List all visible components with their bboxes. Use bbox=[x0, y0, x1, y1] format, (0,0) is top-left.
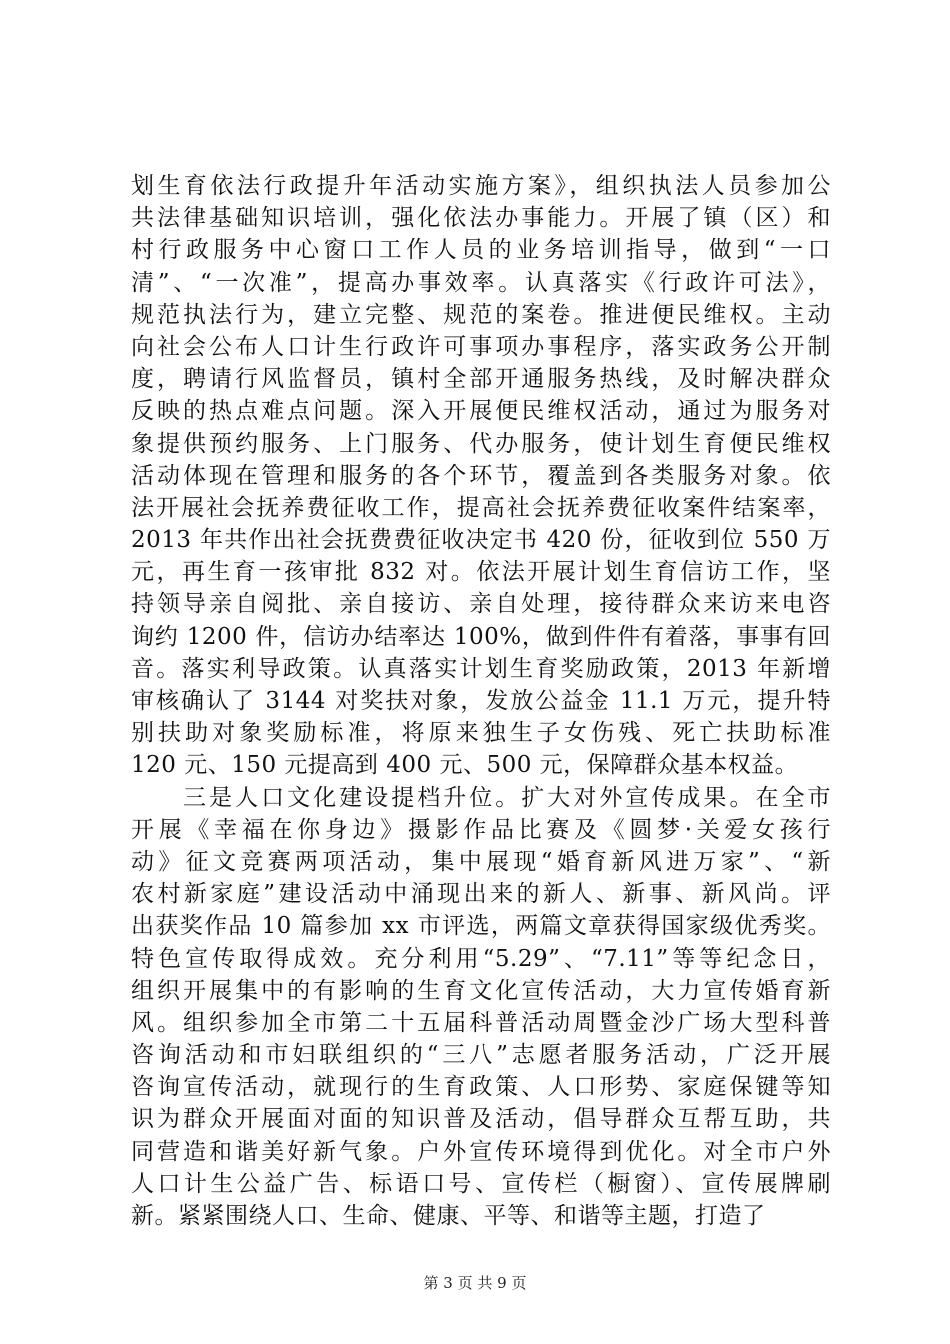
text-line: 持领导亲自阅批、亲自接访、亲自处理，接待群众来访来电咨 bbox=[131, 591, 831, 618]
text-line: 音。落实利导政策。认真落实计划生育奖励政策，2013 年新增 bbox=[131, 655, 831, 682]
text-line: 2013 年共作出社会抚费费征收决定书 420 份，征收到位 550 万 bbox=[131, 527, 831, 554]
text-line: 特色宣传取得成效。充分利用“5.29”、“7.11”等等纪念日， bbox=[131, 945, 831, 972]
text-line: 动》征文竞赛两项活动，集中展现“婚育新风进万家”、“新 bbox=[131, 848, 831, 875]
text-line: 识为群众开展面对面的知识普及活动，倡导群众互帮互助，共 bbox=[131, 1106, 831, 1133]
text-line: 人口计生公益广告、标语口号、宣传栏（橱窗）、宣传展牌刷 bbox=[131, 1170, 831, 1197]
text-line: 开展《幸福在你身边》摄影作品比赛及《圆梦·关爱女孩行 bbox=[131, 816, 831, 843]
text-line: 活动体现在管理和服务的各个环节，覆盖到各类服务对象。依 bbox=[131, 462, 831, 489]
text-line: 组织开展集中的有影响的生育文化宣传活动，大力宣传婚育新 bbox=[131, 977, 831, 1004]
text-line: 咨询活动和市妇联组织的“三八”志愿者服务活动，广泛开展 bbox=[131, 1042, 831, 1069]
text-line: 元，再生育一孩审批 832 对。依法开展计划生育信访工作，坚 bbox=[131, 559, 831, 586]
text-line: 划生育依法行政提升年活动实施方案》，组织执法人员参加公 bbox=[131, 173, 831, 199]
text-line: 咨询宣传活动，就现行的生育政策、人口形势、家庭保键等知 bbox=[131, 1074, 831, 1101]
document-body bbox=[131, 170, 831, 1232]
text-line: 清”、“一次准”，提高办事效率。认真落实《行政许可法》， bbox=[131, 269, 831, 296]
text-line: 法开展社会抚养费征收工作，提高社会抚养费征收案件结案率， bbox=[131, 494, 831, 521]
text-line: 反映的热点难点问题。深入开展便民维权活动，通过为服务对 bbox=[131, 398, 831, 425]
text-line: 同营造和谐美好新气象。户外宣传环境得到优化。对全市户外 bbox=[131, 1138, 831, 1165]
text-line: 风。组织参加全市第二十五届科普活动周暨金沙广场大型科普 bbox=[131, 1009, 831, 1036]
text-line: 三是人口文化建设提档升位。扩大对外宣传成果。在全市 bbox=[131, 784, 831, 811]
text-line: 别扶助对象奖励标准，将原来独生子女伤残、死亡扶助标准 bbox=[131, 720, 831, 747]
text-line: 120 元、150 元提高到 400 元、500 元，保障群众基本权益。 bbox=[131, 752, 799, 779]
text-line: 象提供预约服务、上门服务、代办服务，使计划生育便民维权 bbox=[131, 430, 831, 457]
text-line: 询约 1200 件，信访办结率达 100%，做到件件有着落，事事有回 bbox=[131, 623, 831, 650]
paragraph bbox=[131, 170, 831, 782]
text-line: 新。紧紧围绕人口、生命、健康、平等、和谐等主题，打造了 bbox=[131, 1203, 766, 1229]
text-line: 规范执法行为，建立完整、规范的案卷。推进便民维权。主动 bbox=[131, 301, 831, 328]
text-line: 出获奖作品 10 篇参加 xx 市评选，两篇文章获得国家级优秀奖。 bbox=[131, 913, 831, 940]
text-line: 向社会公布人口计生行政许可事项办事程序，落实政务公开制 bbox=[131, 333, 831, 360]
text-line: 度，聘请行风监督员，镇村全部开通服务热线，及时解决群众 bbox=[131, 366, 831, 393]
text-line: 审核确认了 3144 对奖扶对象，发放公益金 11.1 万元，提升特 bbox=[131, 688, 831, 714]
page-footer: 第 3 页 共 9 页 bbox=[423, 1274, 527, 1292]
text-line: 共法律基础知识培训，强化依法办事能力。开展了镇（区）和 bbox=[131, 205, 831, 232]
text-line: 农村新家庭”建设活动中涌现出来的新人、新事、新风尚。评 bbox=[131, 881, 831, 908]
text-line: 村行政服务中心窗口工作人员的业务培训指导，做到“一口 bbox=[131, 237, 831, 264]
paragraph bbox=[131, 782, 831, 1233]
